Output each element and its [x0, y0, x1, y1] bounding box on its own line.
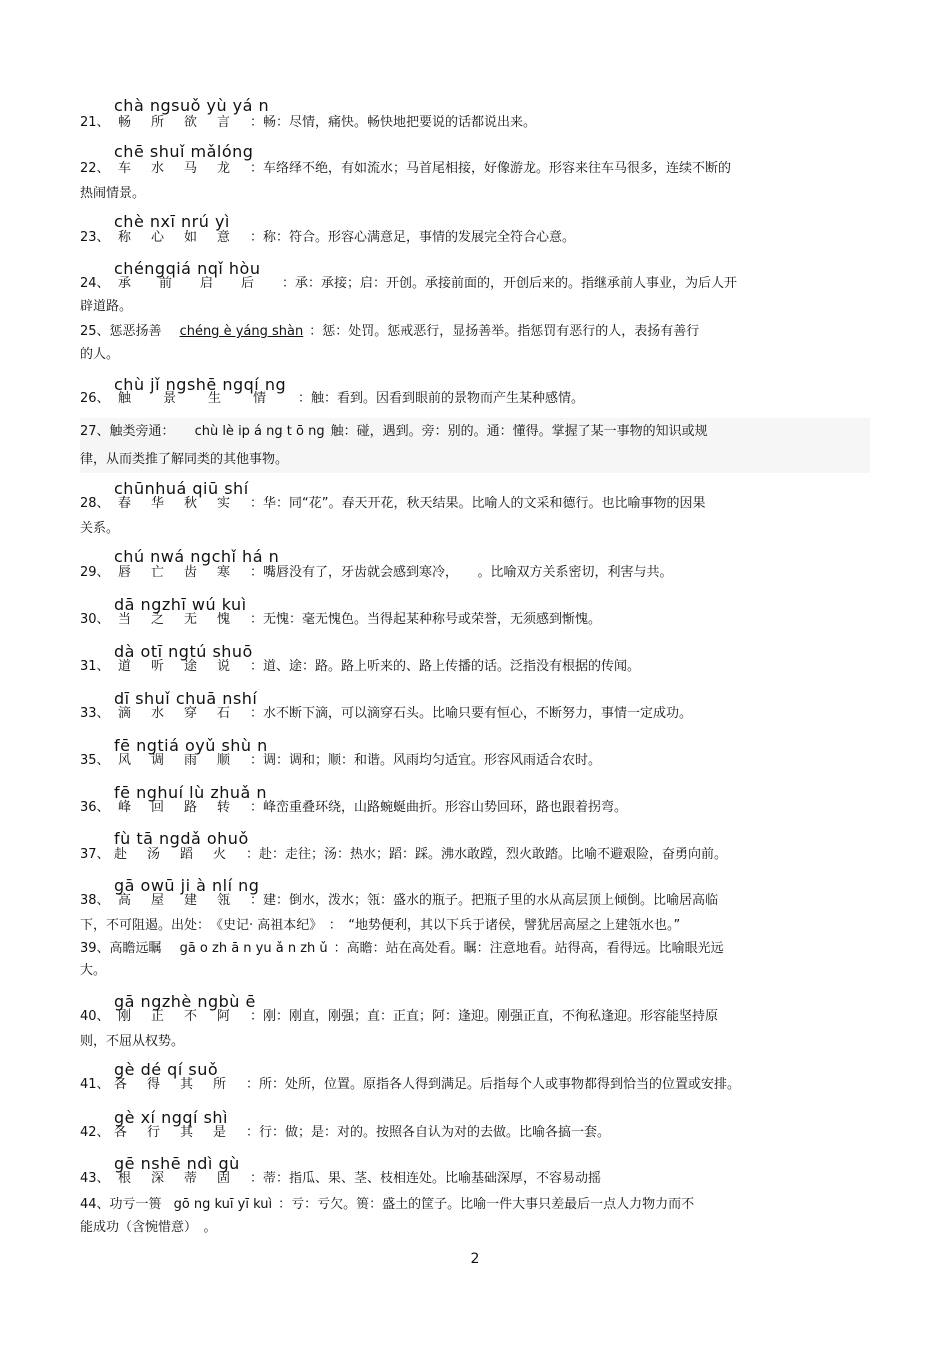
definition-continued: 则，不屈从权势。	[80, 1034, 185, 1049]
entry-line	[80, 113, 810, 133]
definition: ：称：符合。形容心满意足，事情的发展完全符合心意。	[250, 230, 576, 245]
definition: ：赴：走往；汤：热水；蹈：踩。沸水敢蹚，烈火敢踏。比喻不避艰险，奋勇向前。	[246, 847, 728, 862]
definition: ：承：承接；启：开创。承接前面的，开创后来的。指继承前人事业，为后人开	[282, 276, 738, 291]
definition: ：无愧：毫无愧色。当得起某种称号或荣誉，无须感到惭愧。	[250, 612, 602, 627]
idiom-characters: 各得其所	[114, 1077, 247, 1092]
definition-continued: 辟道路。	[80, 299, 133, 314]
idiom-characters: 承前启后	[118, 276, 283, 291]
entry-line	[80, 389, 810, 409]
entry-line	[80, 1007, 810, 1027]
entry-number: 44、	[80, 1197, 110, 1212]
entry-line	[80, 422, 810, 442]
idiom-characters: 触类旁通：	[109, 424, 175, 439]
pinyin: gē nshē ndì gù	[114, 1154, 240, 1173]
entry-number: 28、	[80, 496, 110, 511]
definition: ：车络绎不绝，有如流水；马首尾相接，好像游龙。形容来往车马很多，连续不断的	[250, 161, 732, 176]
entry-number: 27、	[80, 424, 110, 439]
entry-number: 40、	[80, 1009, 110, 1024]
entry-number: 37、	[80, 847, 110, 862]
pinyin: fē ngtiá oyǔ shù n	[114, 736, 268, 755]
entry-line	[80, 228, 810, 248]
entry-number: 38、	[80, 893, 110, 908]
idiom-characters: 当之无愧	[118, 612, 251, 627]
idiom-characters: 根深蒂固	[118, 1171, 251, 1186]
idiom-characters: 春华秋实	[118, 496, 251, 511]
entry-line	[80, 798, 810, 818]
definition: 触：碰，遇到。旁：别的。通：懂得。掌握了某一事物的知识或规	[330, 424, 708, 439]
entry-line	[80, 704, 810, 724]
idiom-characters: 风调雨顺	[118, 753, 251, 768]
entry-line	[80, 322, 810, 342]
idiom-characters: 刚正不阿	[118, 1009, 251, 1024]
definition: ：嘴唇没有了，牙齿就会感到寒冷， 。比喻双方关系密切，利害与共。	[250, 565, 673, 580]
entry-number: 24、	[80, 276, 110, 291]
entry-line	[80, 1195, 810, 1215]
definition: ：调：调和；顺：和谐。风雨均匀适宜。形容风雨适合农时。	[250, 753, 602, 768]
pinyin: chè nxī nrú yì	[114, 212, 230, 231]
entry-number: 43、	[80, 1171, 110, 1186]
entry-number: 22、	[80, 161, 110, 176]
entry-number: 30、	[80, 612, 110, 627]
idiom-characters: 称心如意	[118, 230, 251, 245]
pinyin: dā ngzhī wú kuì	[114, 595, 247, 614]
definition: ：峰峦重叠环绕，山路蜿蜒曲折。形容山势回环，路也跟着拐弯。	[250, 800, 628, 815]
entry-number: 25、	[80, 324, 110, 339]
pinyin: gā owū ji à nlí ng	[114, 876, 260, 895]
entry-line	[80, 1075, 810, 1095]
pinyin: chù lè ip á ng t ō ng	[194, 424, 325, 439]
idiom-characters: 赴汤蹈火	[114, 847, 247, 862]
idiom-characters: 滴水穿石	[118, 706, 251, 721]
pinyin: gè dé qí suǒ	[114, 1060, 219, 1079]
entry-line	[80, 1169, 810, 1189]
definition-continued: 下，不可阻遏。出处： 《史记· 高祖本纪》 ： “地势便利，其以下兵于诸侯，譬犹居高屋之上建瓴水也。”	[80, 918, 681, 933]
idiom-characters: 车水马龙	[118, 161, 251, 176]
pinyin: gè xí ngqí shì	[114, 1108, 228, 1127]
pinyin: chéngqiá nqǐ hòu	[114, 259, 261, 278]
entry-line	[80, 563, 810, 583]
idiom-characters: 功亏一篑	[109, 1197, 162, 1212]
pinyin: chà ngsuǒ yù yá n	[114, 96, 270, 115]
pinyin: dī shuǐ chuā nshí	[114, 689, 258, 708]
definition-continued: 大。	[80, 963, 107, 978]
entry-number: 41、	[80, 1077, 110, 1092]
definition: ：畅：尽情，痛快。畅快地把要说的话都说出来。	[250, 115, 537, 130]
idiom-characters: 高瞻远瞩	[109, 941, 162, 956]
pinyin: gā o zh ā n yu ǎ n zh ǔ	[179, 941, 328, 956]
entry-line	[80, 494, 810, 514]
definition: ：惩：处罚。惩戒恶行，显扬善举。指惩罚有恶行的人，表扬有善行	[309, 324, 700, 339]
pinyin: gō ng kuī yī kuì	[173, 1197, 273, 1212]
pinyin: fù tā ngdǎ ohuǒ	[114, 829, 249, 848]
entry-number: 23、	[80, 230, 110, 245]
entry-number: 36、	[80, 800, 110, 815]
entry-line	[80, 845, 810, 865]
entry-number: 33、	[80, 706, 110, 721]
idiom-characters: 道听途说	[118, 659, 251, 674]
page-number: 2	[470, 1251, 480, 1267]
definition: ：建：倒水，泼水；瓴：盛水的瓶子。把瓶子里的水从高层顶上倾倒。比喻居高临	[250, 893, 719, 908]
entry-line	[80, 159, 810, 179]
idiom-characters: 惩恶扬善	[109, 324, 162, 339]
definition: ：水不断下滴，可以滴穿石头。比喻只要有恒心，不断努力，事情一定成功。	[250, 706, 693, 721]
entry-line	[80, 274, 810, 294]
definition-continued: 关系。	[80, 521, 120, 536]
entry-line	[80, 891, 810, 911]
definition: ：亏：亏欠。篑：盛土的筐子。比喻一件大事只差最后一点人力物力而不	[278, 1197, 695, 1212]
definition-continued: 能成功（含惋惜意） 。	[80, 1220, 217, 1235]
pinyin: fē nghuí lù zhuǎ n	[114, 783, 268, 802]
definition: ：华：同“花”。春天开花，秋天结果。比喻人的文采和德行。也比喻事物的因果	[250, 496, 706, 511]
pinyin: chú nwá ngchǐ há n	[114, 547, 280, 566]
pinyin: chē shuǐ mǎlóng	[114, 142, 254, 161]
idiom-characters: 畅所欲言	[118, 115, 251, 130]
definition: ：蒂：指瓜、果、茎、枝相连处。比喻基础深厚，不容易动摇	[250, 1171, 602, 1186]
pinyin: chūnhuá qiū shí	[114, 479, 249, 498]
pinyin: chù jǐ ngshē ngqí ng	[114, 375, 287, 394]
entry-number: 35、	[80, 753, 110, 768]
definition: ：刚：刚直，刚强；直：正直；阿：逢迎。刚强正直，不徇私逢迎。形容能坚持原	[250, 1009, 719, 1024]
definition: ：行：做；是：对的。按照各自认为对的去做。比喻各搞一套。	[246, 1125, 611, 1140]
idiom-characters: 唇亡齿寒	[118, 565, 251, 580]
definition-continued: 热闹情景。	[80, 186, 146, 201]
pinyin: dà otī ngtú shuō	[114, 642, 253, 661]
idiom-characters: 触景生情	[118, 391, 299, 406]
idiom-characters: 高屋建瓴	[118, 893, 251, 908]
entry-number: 31、	[80, 659, 110, 674]
entry-line	[80, 610, 810, 630]
definition: ：触：看到。因看到眼前的景物而产生某种感情。	[298, 391, 585, 406]
pinyin: chéng è yáng shàn	[179, 324, 304, 339]
entry-line	[80, 1123, 810, 1143]
definition-continued: 律，从而类推了解同类的其他事物。	[80, 452, 289, 467]
entry-number: 42、	[80, 1125, 110, 1140]
entry-number: 26、	[80, 391, 110, 406]
entry-line	[80, 657, 810, 677]
definition: ：高瞻：站在高处看。瞩：注意地看。站得高，看得远。比喻眼光远	[333, 941, 724, 956]
idiom-characters: 峰回路转	[118, 800, 251, 815]
entry-line	[80, 939, 810, 959]
definition: ：所：处所，位置。原指各人得到满足。后指每个人或事物都得到恰当的位置或安排。	[246, 1077, 741, 1092]
idiom-characters: 各行其是	[114, 1125, 247, 1140]
entry-line	[80, 751, 810, 771]
entry-number: 21、	[80, 115, 110, 130]
entry-number: 29、	[80, 565, 110, 580]
pinyin: gā ngzhè ngbù ē	[114, 992, 256, 1011]
definition-continued: 的人。	[80, 347, 120, 362]
definition: ：道、途：路。路上听来的、路上传播的话。泛指没有根据的传闻。	[250, 659, 641, 674]
entry-number: 39、	[80, 941, 110, 956]
